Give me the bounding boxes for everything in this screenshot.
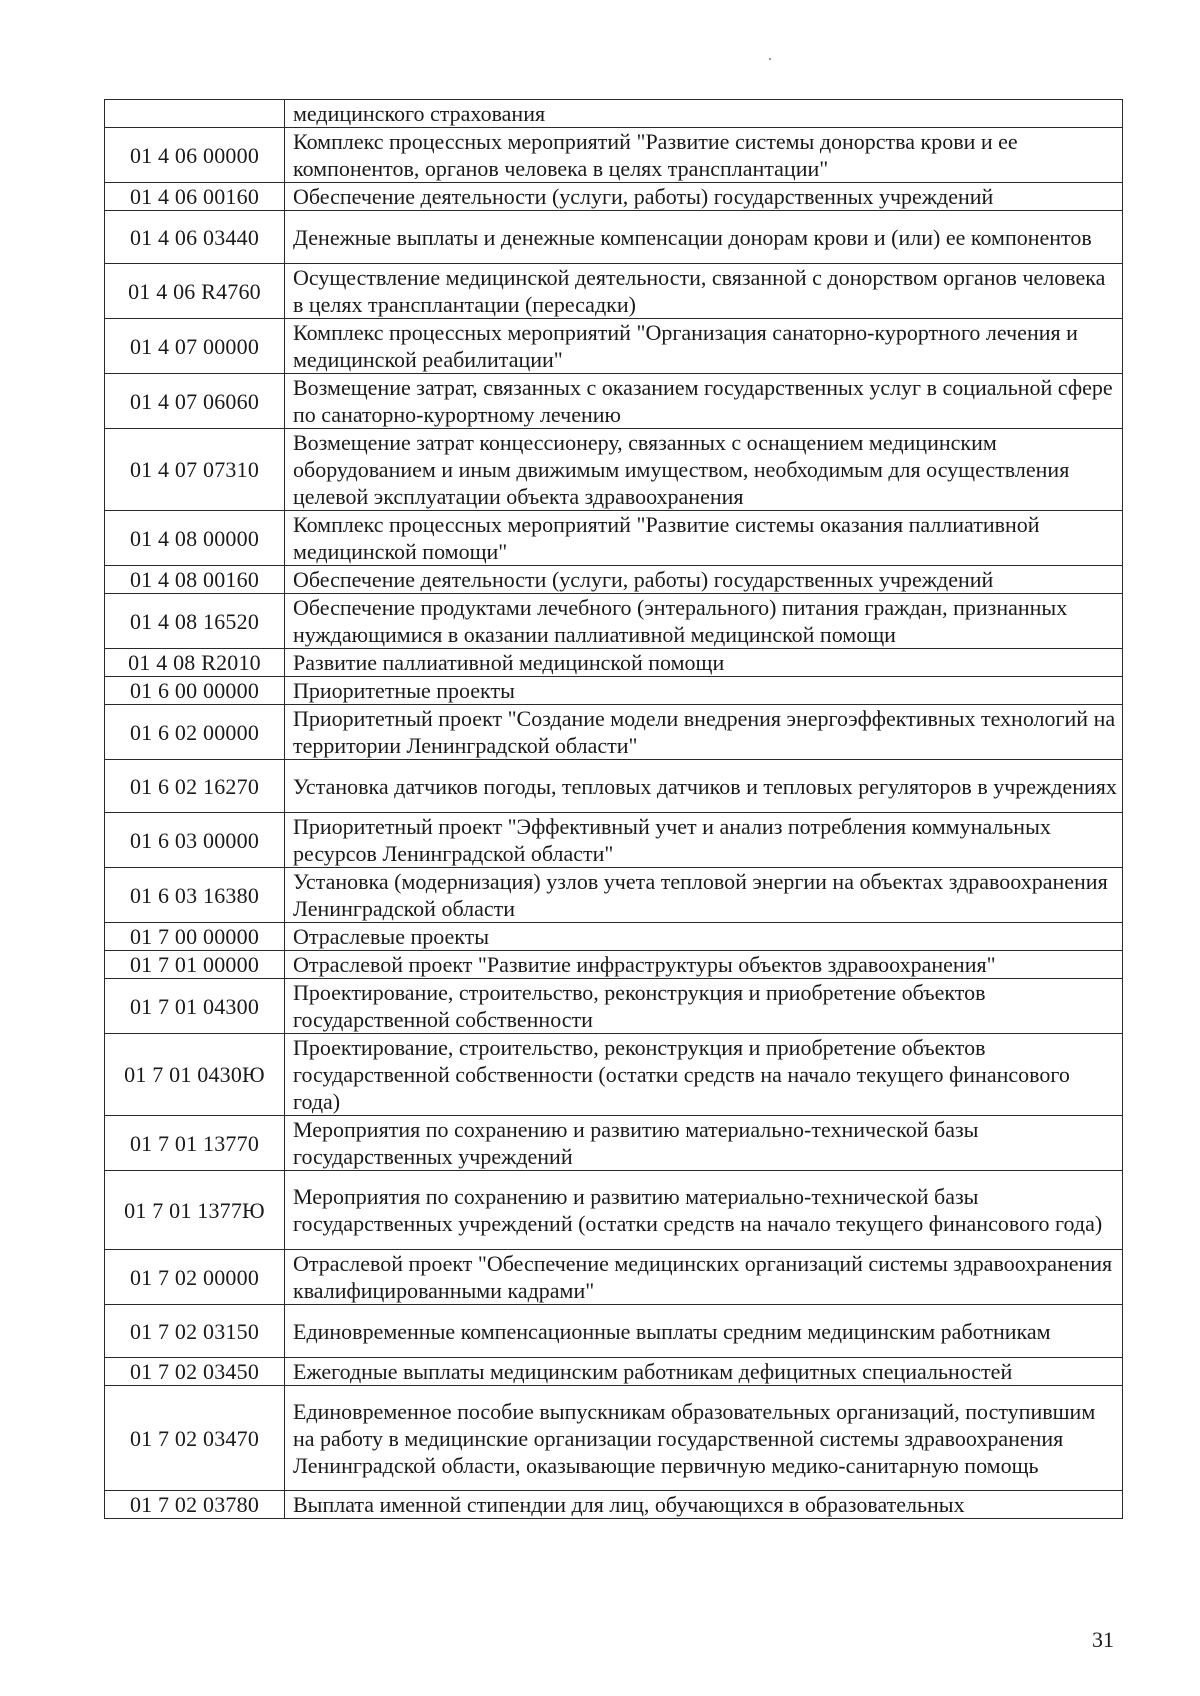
table-row [105, 128, 1123, 183]
scan-speck [769, 58, 771, 60]
item-name-cell: Ежегодные выплаты медицинским работникам дефицитных специальностей [285, 1358, 1123, 1386]
table-row [105, 649, 1123, 677]
budget-code-cell: 01 6 02 16270 [105, 760, 285, 813]
table-row [105, 594, 1123, 649]
table-row [105, 923, 1123, 951]
item-name-cell: Возмещение затрат концессионеру, связанных с оснащением медицинским оборудованием и иным движимым имуществом, необходимым для осуществления целевой эксплуатации объекта здравоохранения [285, 429, 1123, 511]
item-name-cell: Отраслевой проект "Развитие инфраструктуры объектов здравоохранения" [285, 951, 1123, 979]
table-row [105, 979, 1123, 1034]
budget-code-cell: 01 7 01 04300 [105, 979, 285, 1034]
table-row [105, 1305, 1123, 1358]
item-name-cell: Возмещение затрат, связанных с оказанием государственных услуг в социальной сфере по санаторно-курортному лечению [285, 374, 1123, 429]
item-name-cell: Единовременные компенсационные выплаты средним медицинским работникам [285, 1305, 1123, 1358]
table-row [105, 429, 1123, 511]
item-name-cell: Проектирование, строительство, реконструкция и приобретение объектов государственной собственности (остатки средств на начало текущего финансового года) [285, 1034, 1123, 1116]
table-row [105, 1250, 1123, 1305]
budget-code-cell: 01 4 06 R4760 [105, 264, 285, 319]
budget-code-cell: 01 4 06 03440 [105, 211, 285, 264]
budget-code-cell: 01 7 02 00000 [105, 1250, 285, 1305]
item-name-cell: Выплата именной стипендии для лиц, обучающихся в образовательных [285, 1491, 1123, 1519]
item-name-cell: Обеспечение продуктами лечебного (энтерального) питания граждан, признанных нуждающимися в оказании паллиативной медицинской помощи [285, 594, 1123, 649]
item-name-cell: Приоритетный проект "Создание модели внедрения энергоэффективных технологий на территории Ленинградской области" [285, 705, 1123, 760]
table-row [105, 100, 1123, 128]
budget-code-cell: 01 7 02 03470 [105, 1386, 285, 1491]
table-row [105, 511, 1123, 566]
table-row [105, 677, 1123, 705]
page-number: 31 [1092, 1627, 1114, 1652]
table-row [105, 760, 1123, 813]
item-name-cell: Отраслевые проекты [285, 923, 1123, 951]
item-name-cell: Установка (модернизация) узлов учета тепловой энергии на объектах здравоохранения Ленинградской области [285, 868, 1123, 923]
budget-code-cell: 01 7 00 00000 [105, 923, 285, 951]
table-row [105, 374, 1123, 429]
table-row [105, 868, 1123, 923]
budget-code-cell: 01 6 02 00000 [105, 705, 285, 760]
budget-code-cell: 01 4 08 00000 [105, 511, 285, 566]
item-name-cell: Отраслевой проект "Обеспечение медицинских организаций системы здравоохранения квалифицированными кадрами" [285, 1250, 1123, 1305]
item-name-cell: Приоритетные проекты [285, 677, 1123, 705]
item-name-cell: Приоритетный проект "Эффективный учет и анализ потребления коммунальных ресурсов Ленинградской области" [285, 813, 1123, 868]
table-row [105, 1116, 1123, 1171]
table-row [105, 951, 1123, 979]
table-body [105, 100, 1123, 1519]
table-row [105, 1171, 1123, 1250]
budget-code-cell: 01 7 01 1377Ю [105, 1171, 285, 1250]
table-row [105, 211, 1123, 264]
item-name-cell: Комплекс процессных мероприятий "Развитие системы оказания паллиативной медицинской помощи" [285, 511, 1123, 566]
budget-code-cell: 01 4 06 00000 [105, 128, 285, 183]
budget-code-cell: 01 4 07 07310 [105, 429, 285, 511]
budget-code-cell: 01 7 02 03780 [105, 1491, 285, 1519]
budget-code-cell: 01 6 03 16380 [105, 868, 285, 923]
budget-classification-table [104, 99, 1123, 1519]
table-row [105, 319, 1123, 374]
table-row [105, 813, 1123, 868]
item-name-cell: Мероприятия по сохранению и развитию материально-технической базы государственных учреждений (остатки средств на начало текущего финансового года) [285, 1171, 1123, 1250]
table-row [105, 566, 1123, 594]
budget-code-cell: 01 4 07 06060 [105, 374, 285, 429]
item-name-cell: Проектирование, строительство, реконструкция и приобретение объектов государственной собственности [285, 979, 1123, 1034]
budget-code-cell: 01 7 01 13770 [105, 1116, 285, 1171]
table-row [105, 705, 1123, 760]
item-name-cell: Осуществление медицинской деятельности, связанной с донорством органов человека в целях трансплантации (пересадки) [285, 264, 1123, 319]
budget-code-cell: 01 7 01 0430Ю [105, 1034, 285, 1116]
budget-code-cell: 01 4 08 00160 [105, 566, 285, 594]
item-name-cell: Единовременное пособие выпускникам образовательных организаций, поступившим на работу в медицинские организации государственной системы здравоохранения Ленинградской области, оказывающие первичную медико-санитарную помощь [285, 1386, 1123, 1491]
table-row [105, 1034, 1123, 1116]
budget-code-cell: 01 4 07 00000 [105, 319, 285, 374]
table-row [105, 264, 1123, 319]
budget-code-cell: 01 6 00 00000 [105, 677, 285, 705]
budget-code-cell: 01 7 02 03150 [105, 1305, 285, 1358]
item-name-cell: Обеспечение деятельности (услуги, работы) государственных учреждений [285, 183, 1123, 211]
item-name-cell: Мероприятия по сохранению и развитию материально-технической базы государственных учреждений [285, 1116, 1123, 1171]
table-row [105, 1386, 1123, 1491]
table-row [105, 1491, 1123, 1519]
item-name-cell: Развитие паллиативной медицинской помощи [285, 649, 1123, 677]
budget-code-cell: 01 6 03 00000 [105, 813, 285, 868]
budget-code-cell: 01 7 01 00000 [105, 951, 285, 979]
budget-code-cell: 01 4 08 16520 [105, 594, 285, 649]
item-name-cell: Денежные выплаты и денежные компенсации донорам крови и (или) ее компонентов [285, 211, 1123, 264]
budget-code-cell [105, 100, 285, 128]
item-name-cell: Комплекс процессных мероприятий "Организация санаторно-курортного лечения и медицинской реабилитации" [285, 319, 1123, 374]
table-row [105, 183, 1123, 211]
item-name-cell: Комплекс процессных мероприятий "Развитие системы донорства крови и ее компонентов, органов человека в целях трансплантации" [285, 128, 1123, 183]
item-name-cell: Обеспечение деятельности (услуги, работы) государственных учреждений [285, 566, 1123, 594]
budget-code-cell: 01 4 08 R2010 [105, 649, 285, 677]
budget-code-cell: 01 7 02 03450 [105, 1358, 285, 1386]
item-name-cell: Установка датчиков погоды, тепловых датчиков и тепловых регуляторов в учреждениях [285, 760, 1123, 813]
item-name-cell: медицинского страхования [285, 100, 1123, 128]
budget-code-cell: 01 4 06 00160 [105, 183, 285, 211]
table-row [105, 1358, 1123, 1386]
